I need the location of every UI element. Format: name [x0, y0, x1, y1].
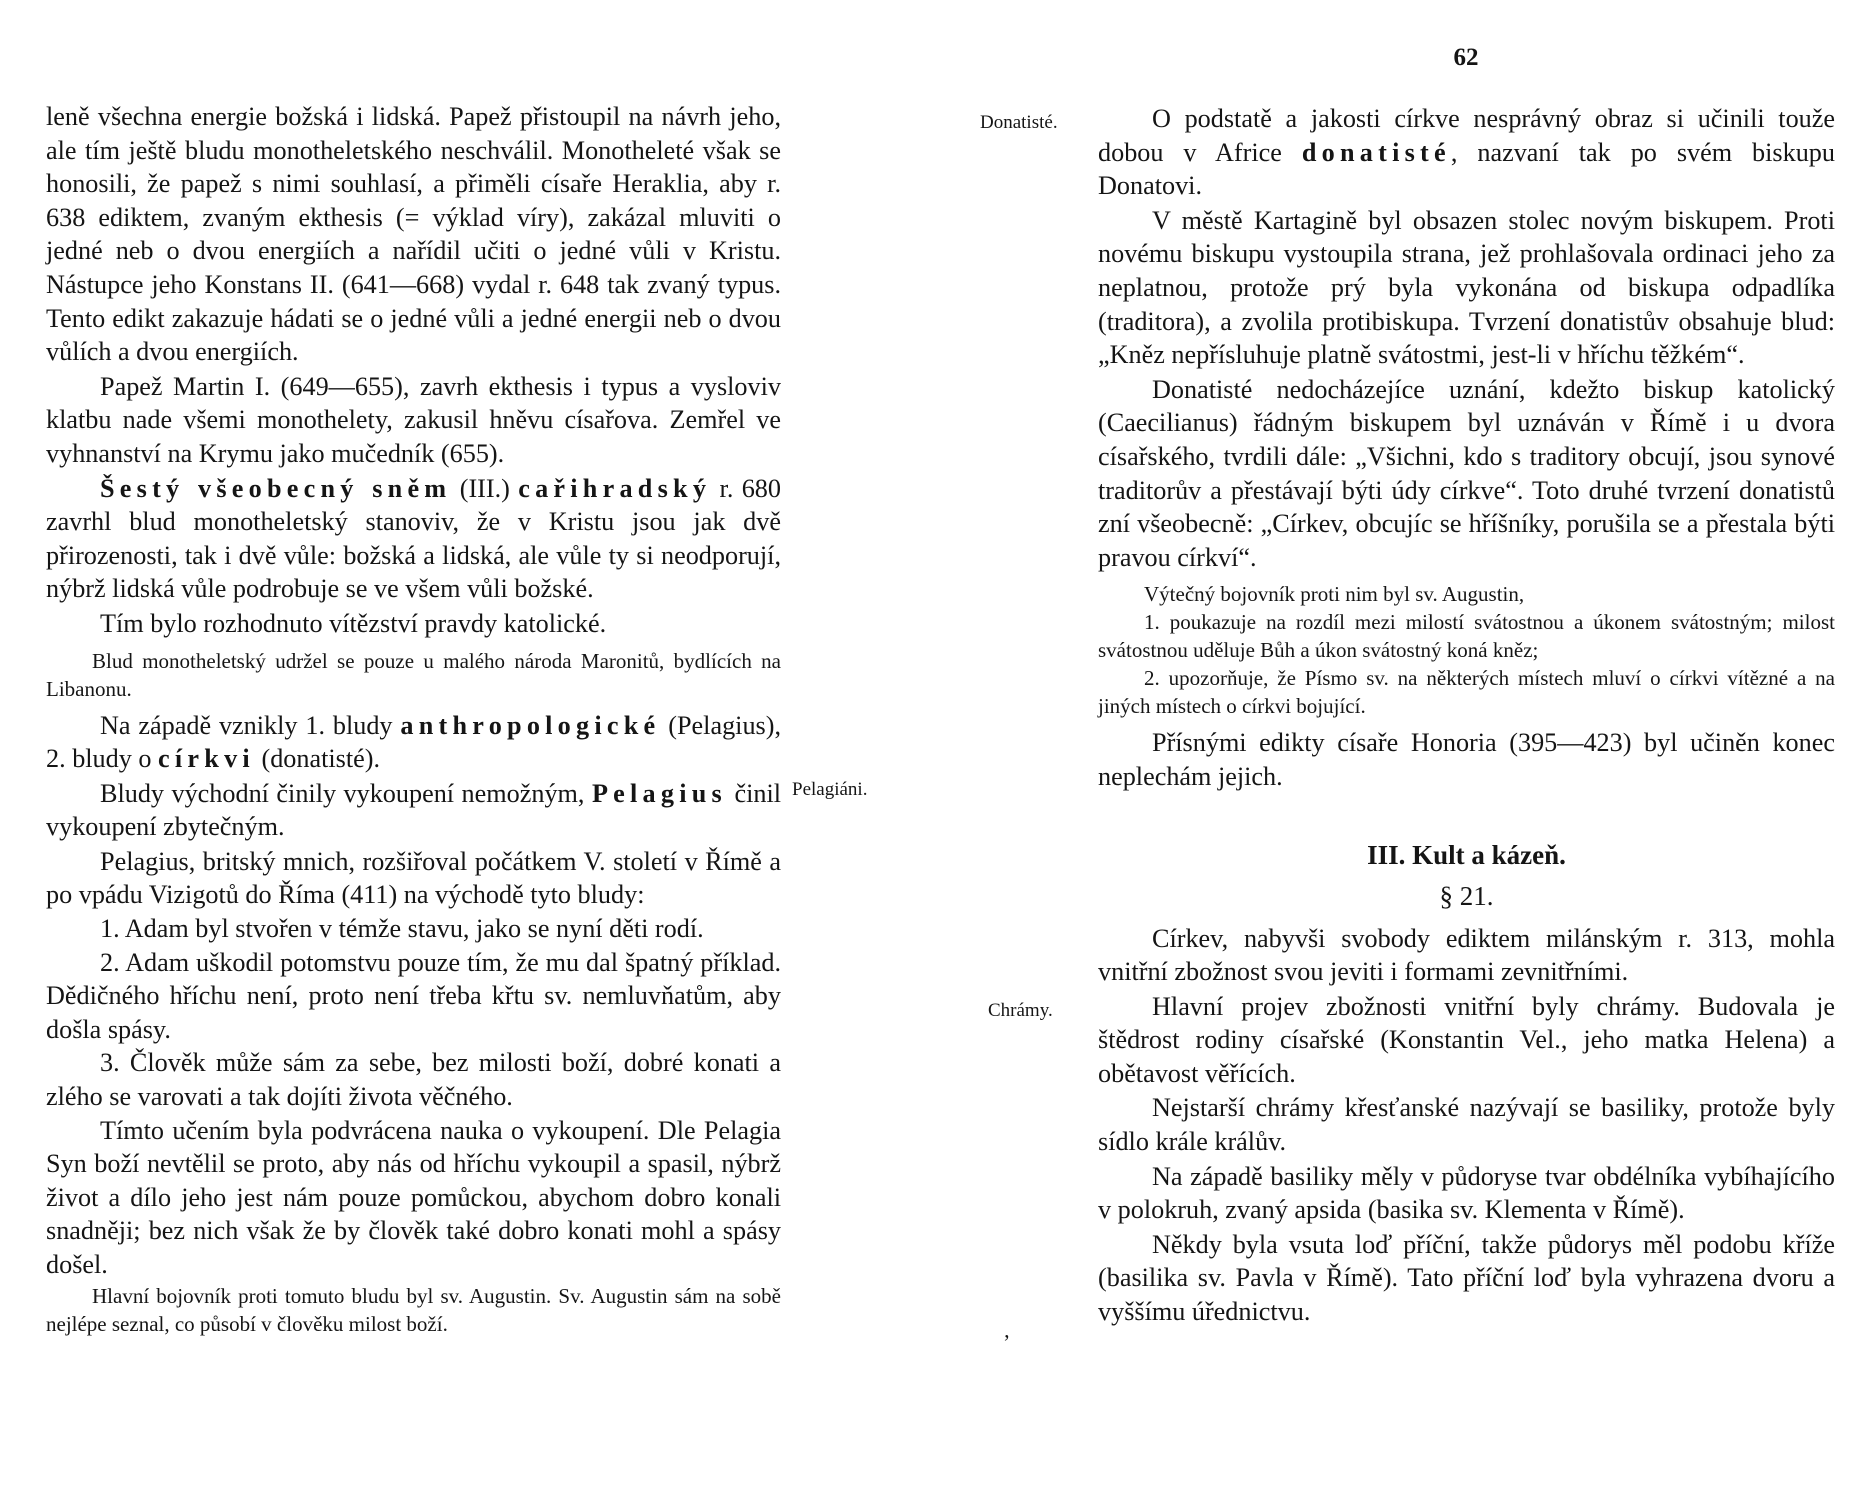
paragraph: Tím bylo rozhodnuto vítězství pravdy katolické.: [100, 608, 607, 638]
small-print-note: Hlavní bojovník proti tomuto bludu byl sv. Augustin. Sv. Augustin sám na sobě nejlépe seznal, co působí v člověku milost boží.: [46, 1283, 781, 1336]
text-run: Bludy východní činily vykoupení nemožným,: [100, 778, 592, 808]
spaced-term: Pelagius: [591, 778, 727, 808]
spacer: [1098, 912, 1835, 922]
paragraph: Přísnými edikty císaře Honoria (395—423) byl učiněn konec neplechám jejich.: [1098, 728, 1835, 791]
small-print-block: [1098, 580, 1835, 720]
spacer: [1098, 871, 1835, 881]
text-run: O podstatě a jakosti církve nesprávný obraz si učinili touže dobou v Africe: [1098, 104, 1835, 167]
text-run: (Pelagius), 2. bludy o: [46, 710, 782, 774]
paragraph: Někdy byla vsuta loď příční, takže půdorys měl podobu kříže (basilika sv. Pavla v Římě). Tato příční loď byla vyhrazena dvoru a vyššímu úřednictvu.: [1098, 1229, 1835, 1327]
left-page: [46, 100, 781, 1338]
small-print-note: Blud monotheletský udržel se pouze u malého národa Maronitů, bydlících na Libanonu.: [46, 648, 781, 701]
paragraph: leně všechna energie božská i lidská. Papež přistoupil na návrh jeho, ale tím ještě bludu monotheletského neschválil. Monotheleté však se honosili, že papež s nimi souhlasí, a přiměli císaře Heraklia, aby r. 638 ediktem, zvaným ekthesis (= výklad víry), zakázal mluviti o jedné neb o dvou energiích a nařídil učiti o jedné vůli v Kristu. Nástupce jeho Konstans II. (641—668) vydal r. 648 tak zvaný typus. Tento edikt zakazuje hádati se o jedné vůli a jedné energii neb o dvou vůlích a dvou energiích.: [46, 102, 781, 367]
margin-note-chramy: Chrámy.: [988, 1000, 1053, 1021]
paragraph: [46, 709, 781, 776]
paragraph: [1098, 102, 1835, 203]
small-print-note: Výtečný bojovník proti nim byl sv. Augustin,: [1144, 582, 1525, 607]
spaced-term: církvi: [158, 744, 255, 774]
text-run: r. 680 zavrhl blud monotheletský stanoviv, že v Kristu jsou jak dvě přirozenosti, tak i dvě vůle: božská a lidská, ale vůle ty si neodporují, nýbrž lidská vůle podrobuje se ve všem vůli božské.: [46, 473, 781, 604]
small-print-note: 1. poukazuje na rozdíl mezi milostí svátostnou a úkonem svátostným; milost svátostnou uděluje Bůh a úkon svátostný koná kněz;: [1098, 610, 1835, 663]
paragraph: Nejstarší chrámy křesťanské nazývají se basiliky, protože byly sídlo krále králův.: [1098, 1093, 1835, 1157]
text-run: (III.): [451, 473, 519, 503]
paragraph: [46, 777, 781, 844]
paragraph: [46, 472, 781, 606]
paragraph: Na západě basiliky měly v půdoryse tvar obdélníka vybíhajícího v polokruh, zvaný apsida (basika sv. Klementa v Římě).: [1098, 1161, 1835, 1225]
text-run: , nazvaní tak po svém biskupu Donatovi.: [1098, 137, 1835, 201]
stray-mark: ʼ: [1003, 1330, 1011, 1355]
list-item: 1. Adam byl stvořen v témže stavu, jako se nyní děti rodí.: [100, 914, 704, 944]
spacer: [1098, 794, 1835, 840]
page-number: 62: [1453, 44, 1479, 71]
spaced-term: cařihradský: [518, 473, 712, 503]
paragraph: Hlavní projev zbožnosti vnitřní byly chrámy. Budovala je štědrost rodiny císařské (Konstantin Vel., jeho matka Helena) a obětavost věřících.: [1098, 991, 1835, 1088]
list-item: 3. Člověk může sám za sebe, bez milosti boží, dobré konati a zlého se varovati a tak dojíti života věčného.: [46, 1048, 781, 1112]
section-number: § 21.: [1439, 880, 1494, 911]
right-page: [1098, 102, 1835, 1329]
paragraph: Církev, nabyvši svobody ediktem milánským r. 313, mohla vnitřní zbožnost svou jeviti i formami zevnitřními.: [1098, 923, 1835, 987]
list-item: 2. Adam uškodil potomstvu pouze tím, že mu dal špatný příklad. Dědičného hříchu není, proto není třeba křtu sv. nemluvňatům, aby došla spásy.: [46, 947, 781, 1044]
section-heading: III. Kult a kázeň.: [1367, 839, 1566, 870]
margin-note-pelagiani: Pelagiáni.: [792, 779, 868, 800]
text-run: Na západě vznikly 1. bludy: [100, 710, 401, 740]
text-run: činil vykoupení zbytečným.: [46, 778, 781, 842]
spaced-term: Šestý všeobecný sněm: [100, 473, 452, 503]
paragraph: V městě Kartagině byl obsazen stolec novým biskupem. Proti novému biskupu vystoupila strana, jež prohlašovala ordinaci jeho za neplatnou, protože prý byla vykonána od biskupa odpadlíka (traditora), a zvolila protibiskupa. Tvrzení donatistův obsahuje blud: „Kněz nepřísluhuje platně svátostmi, jest-li v hříchu těžkém“.: [1098, 205, 1835, 370]
paragraph: Tímto učením byla podvrácena nauka o vykoupení. Dle Pelagia Syn boží nevtělil se proto, aby nás od hříchu vykoupil a spasil, nýbrž život a dílo jeho jest nám pouze pomůckou, abychom dobro konali snadněji; bez nich však že by člověk také dobro konati mohl a spásy došel.: [46, 1115, 781, 1279]
paragraph: Papež Martin I. (649—655), zavrh ekthesis i typus a vysloviv klatbu nade všemi monothelety, zakusil hněvu císařova. Zemřel ve vyhnanství na Krymu jako mučedník (655).: [46, 371, 781, 468]
spaced-term: donatisté: [1301, 137, 1451, 167]
paragraph: Donatisté nedocházejíce uznání, kdežto biskup katolický (Caecilianus) řádným biskupem byl uznáván v Římě i u dvora císařského, tvrdili dále: „Všichni, kdo s traditory obcují, jsou synové traditorův a přestávají býti údy církve“. Toto druhé tvrzení donatistů zní všeobecně: „Církev, obcujíc se hříšníky, porušila se a přestala býti pravou církví“.: [1098, 374, 1835, 572]
paragraph: Pelagius, britský mnich, rozšiřoval počátkem V. století v Římě a po vpádu Vizigotů do Říma (411) na východě tyto bludy:: [46, 846, 781, 910]
margin-note-donatiste: Donatisté.: [980, 112, 1058, 133]
spaced-term: anthropologické: [400, 710, 661, 740]
small-print-note: 2. upozorňuje, že Písmo sv. na některých místech mluví o církvi vítězné a na jiných místech o církvi bojující.: [1098, 666, 1835, 719]
text-run: (donatisté).: [254, 744, 381, 774]
